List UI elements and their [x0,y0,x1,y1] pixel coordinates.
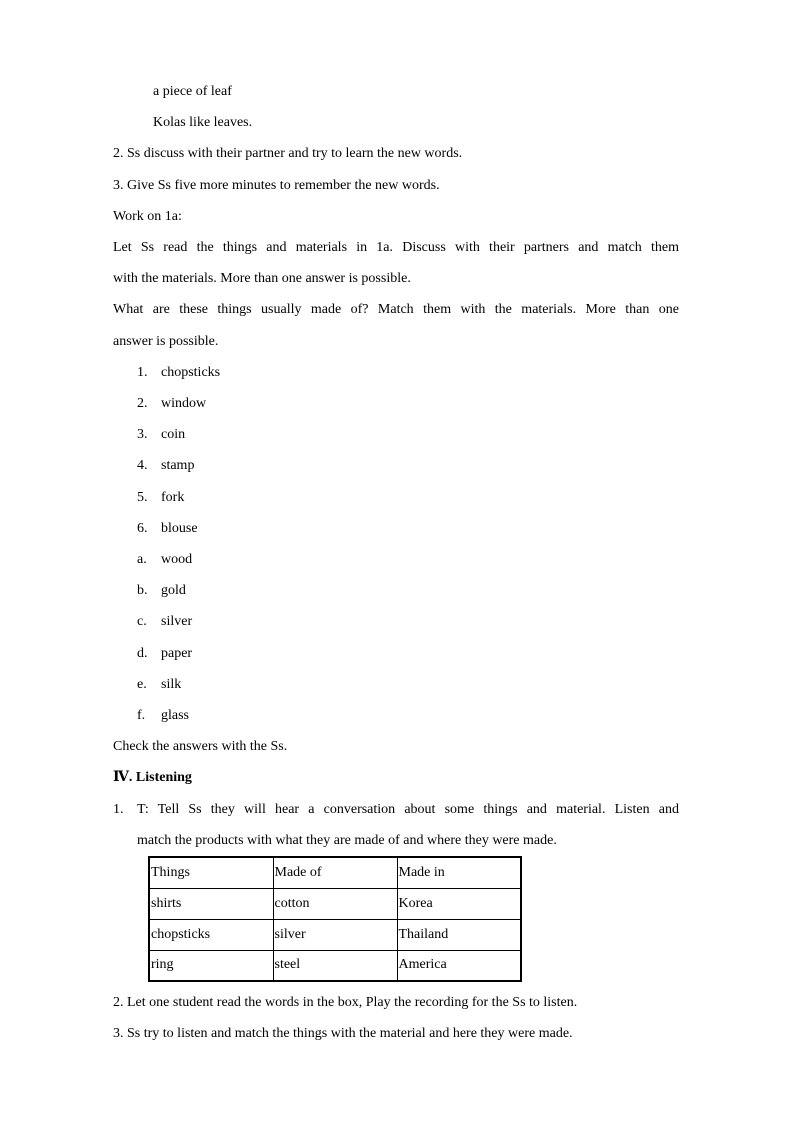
table-header-row [149,857,521,888]
check-answers: Check the answers with the Ss. [113,739,288,754]
table-cell: cotton [273,888,397,919]
table-cell: steel [273,950,397,981]
list-item [137,426,437,444]
list-item [137,489,437,507]
table-cell: America [397,950,521,981]
section-heading-listening: Ⅳ. Listening [113,770,192,785]
table-row [149,919,521,950]
list-letter: e. [137,677,147,692]
list-letter: b. [137,583,148,598]
list-letter: c. [137,614,147,629]
list-number: 2. [137,396,148,411]
intro-line-2: Kolas like leaves. [153,115,253,130]
list-item [137,707,437,725]
list-text: paper [161,646,193,661]
list-letter: d. [137,646,148,661]
list-item [137,364,437,382]
listening-item-1-continued: match the products with what they are made of and where they were made. [137,833,557,848]
listening-item-3: 3. Ss try to listen and match the things with the material and here they were made. [113,1026,573,1041]
list-text: silver [161,614,193,629]
table-cell: chopsticks [149,919,273,950]
listening-item-2: 2. Let one student read the words in the box, Play the recording for the Ss to listen. [113,995,578,1010]
work-paragraph-2-line-2: answer is possible. [113,334,219,349]
step-2: 2. Ss discuss with their partner and try to learn the new words. [113,146,463,161]
list-number: 5. [137,490,148,505]
list-number: 6. [137,521,148,536]
table-cell: shirts [149,888,273,919]
list-item [137,395,437,413]
list-text: gold [161,583,186,598]
list-item [137,457,437,475]
table-cell: Thailand [397,919,521,950]
list-text: chopsticks [161,365,221,380]
list-text: blouse [161,521,198,536]
intro-line-1: a piece of leaf [153,84,232,99]
list-text: silk [161,677,182,692]
list-item [137,551,437,569]
listening-item-1-text: T: Tell Ss they will hear a conversation about some things and material. Listen and [137,802,679,817]
work-paragraph-2-line-1: What are these things usually made of? Match them with the materials. More than one [113,302,679,317]
list-item [137,582,437,600]
work-paragraph-1-line-1: Let Ss read the things and materials in 1a. Discuss with their partners and match them [113,240,679,255]
table-cell: ring [149,950,273,981]
list-item [137,645,437,663]
table-header-cell: Made of [273,857,397,888]
list-number: 3. [137,427,148,442]
list-number: 1. [137,365,148,380]
things-table [148,856,522,982]
list-letter: a. [137,552,147,567]
table-header-cell: Things [149,857,273,888]
list-text: stamp [161,458,195,473]
list-text: fork [161,490,185,505]
step-3: 3. Give Ss five more minutes to remember the new words. [113,178,440,193]
list-number: 1. [113,802,124,817]
list-text: wood [161,552,193,567]
list-letter: f. [137,708,146,723]
table-row [149,888,521,919]
list-text: coin [161,427,186,442]
table-row [149,950,521,981]
table-header-cell: Made in [397,857,521,888]
list-item [137,520,437,538]
list-item [137,613,437,631]
listening-item-1 [113,801,679,819]
work-paragraph-1-line-2: with the materials. More than one answer is possible. [113,271,411,286]
table-cell: Korea [397,888,521,919]
list-item [137,676,437,694]
list-text: glass [161,708,189,723]
work-heading: Work on 1a: [113,209,182,224]
table-cell: silver [273,919,397,950]
list-number: 4. [137,458,148,473]
list-text: window [161,396,207,411]
